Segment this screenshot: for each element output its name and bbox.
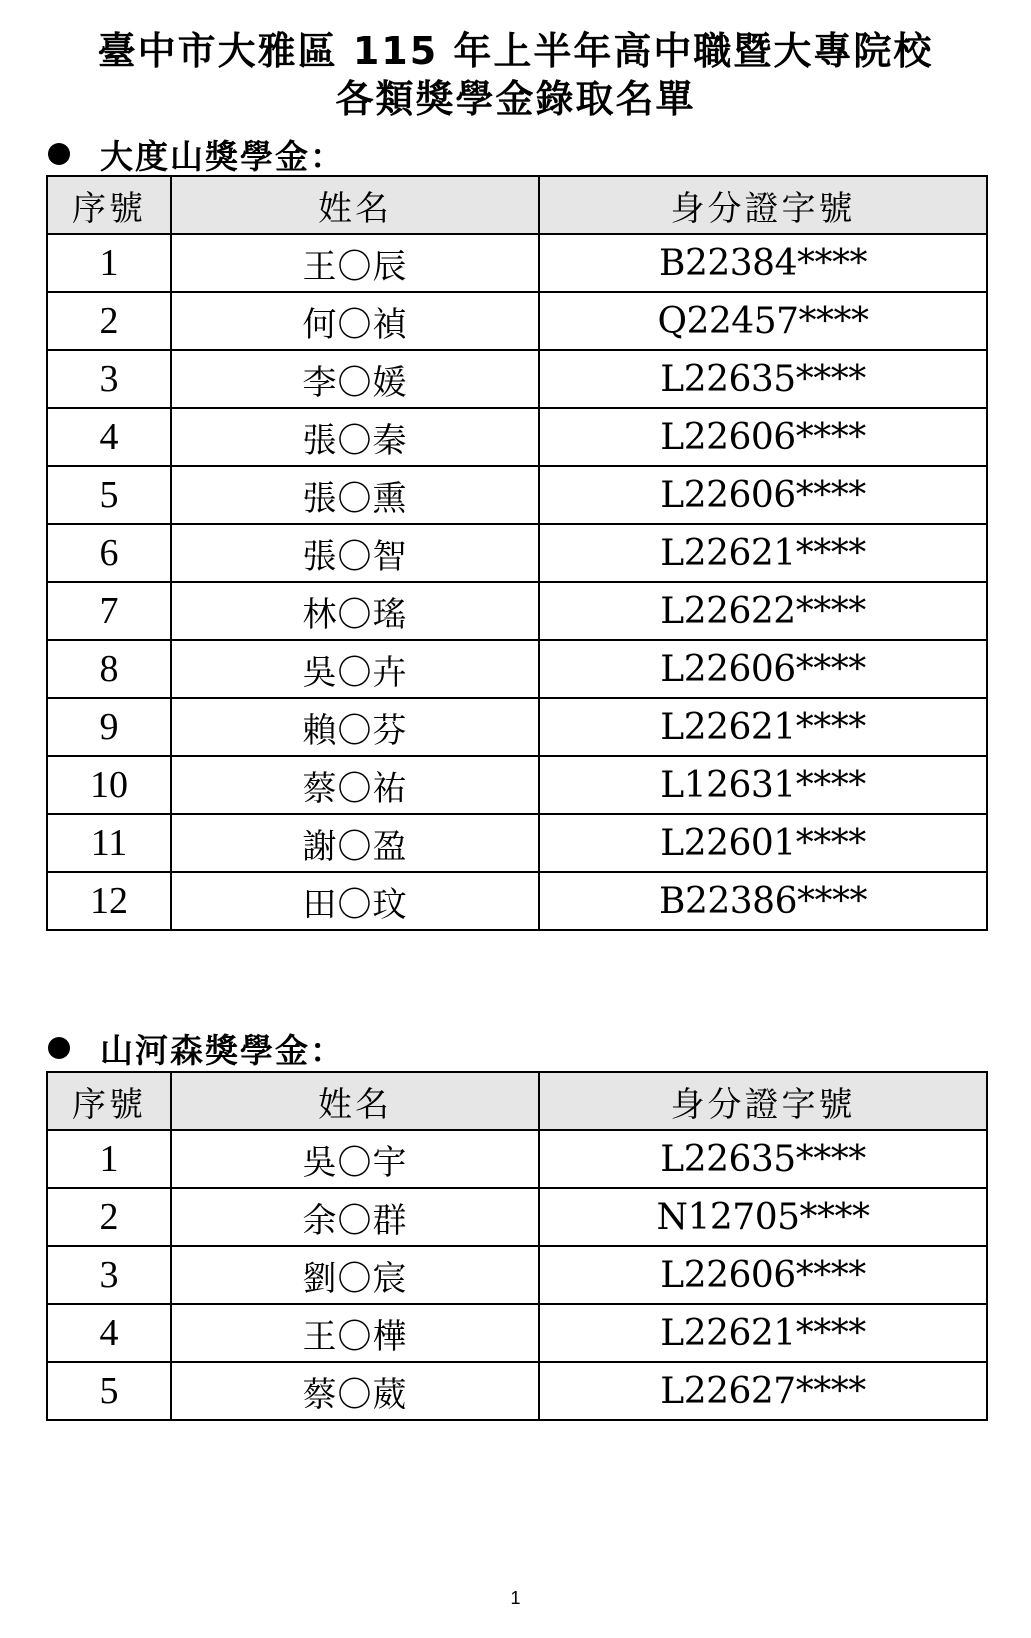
table-row [47,582,987,640]
row-number: 12 [47,872,171,930]
section-heading-shanhesen [48,1028,345,1068]
row-number: 11 [47,814,171,872]
section-heading-dadushan [48,134,345,174]
id-number: N12705**** [539,1188,987,1246]
table-row [47,1188,987,1246]
section-heading-label: 大度山獎學金： [100,136,345,176]
id-number: Q22457**** [539,292,987,350]
document-subtitle: 各類獎學金錄取名單 [335,77,696,121]
student-name: 王〇辰 [171,234,539,292]
row-number: 10 [47,756,171,814]
id-number: L12631**** [539,756,987,814]
column-header-name: 姓名 [171,1072,539,1130]
student-name: 余〇群 [171,1188,539,1246]
row-number: 3 [47,350,171,408]
column-header-no: 序號 [47,1072,171,1130]
id-number: L22635**** [539,1130,987,1188]
column-header-name: 姓名 [171,176,539,234]
table-row [47,524,987,582]
column-header-no: 序號 [47,176,171,234]
row-number: 1 [47,1130,171,1188]
id-number: L22601**** [539,814,987,872]
table-header-row [47,176,987,234]
id-number: L22606**** [539,1246,987,1304]
student-name: 張〇秦 [171,408,539,466]
id-number: L22606**** [539,640,987,698]
student-name: 蔡〇祐 [171,756,539,814]
student-name: 田〇玟 [171,872,539,930]
student-name: 林〇瑤 [171,582,539,640]
student-name: 賴〇芬 [171,698,539,756]
student-name: 蔡〇葳 [171,1362,539,1420]
row-number: 3 [47,1246,171,1304]
table-row [47,872,987,930]
table-row [47,466,987,524]
row-number: 5 [47,466,171,524]
row-number: 9 [47,698,171,756]
id-number: L22622**** [539,582,987,640]
row-number: 1 [47,234,171,292]
student-name: 李〇媛 [171,350,539,408]
row-number: 2 [47,1188,171,1246]
row-number: 5 [47,1362,171,1420]
row-number: 6 [47,524,171,582]
table-row [47,1362,987,1420]
id-number: B22384**** [539,234,987,292]
id-number: L22621**** [539,1304,987,1362]
row-number: 4 [47,408,171,466]
student-name: 吳〇卉 [171,640,539,698]
row-number: 7 [47,582,171,640]
student-name: 何〇禎 [171,292,539,350]
student-name: 吳〇宇 [171,1130,539,1188]
id-number: L22621**** [539,524,987,582]
column-header-id: 身分證字號 [539,1072,987,1130]
student-name: 張〇智 [171,524,539,582]
row-number: 4 [47,1304,171,1362]
table-row [47,640,987,698]
table-row [47,234,987,292]
scholarship-table-shanhesen [46,1071,988,1421]
bullet-icon [48,143,70,165]
table-row [47,408,987,466]
table-row [47,350,987,408]
table-row [47,698,987,756]
id-number: L22606**** [539,408,987,466]
student-name: 劉〇宸 [171,1246,539,1304]
table-row [47,1304,987,1362]
student-name: 謝〇盈 [171,814,539,872]
table-row [47,756,987,814]
document-title: 臺中市大雅區 115 年上半年高中職暨大專院校 [97,29,934,73]
table-header-row [47,1072,987,1130]
scholarship-table-dadushan [46,175,988,931]
student-name: 王〇樺 [171,1304,539,1362]
student-name: 張〇熏 [171,466,539,524]
table-row [47,292,987,350]
row-number: 2 [47,292,171,350]
section-heading-label: 山河森獎學金： [100,1030,345,1070]
column-header-id: 身分證字號 [539,176,987,234]
id-number: B22386**** [539,872,987,930]
table-row [47,1246,987,1304]
bullet-icon [48,1037,70,1059]
id-number: L22621**** [539,698,987,756]
id-number: L22627**** [539,1362,987,1420]
table-row [47,1130,987,1188]
table-row [47,814,987,872]
id-number: L22606**** [539,466,987,524]
row-number: 8 [47,640,171,698]
id-number: L22635**** [539,350,987,408]
page-number: 1 [510,1588,521,1608]
